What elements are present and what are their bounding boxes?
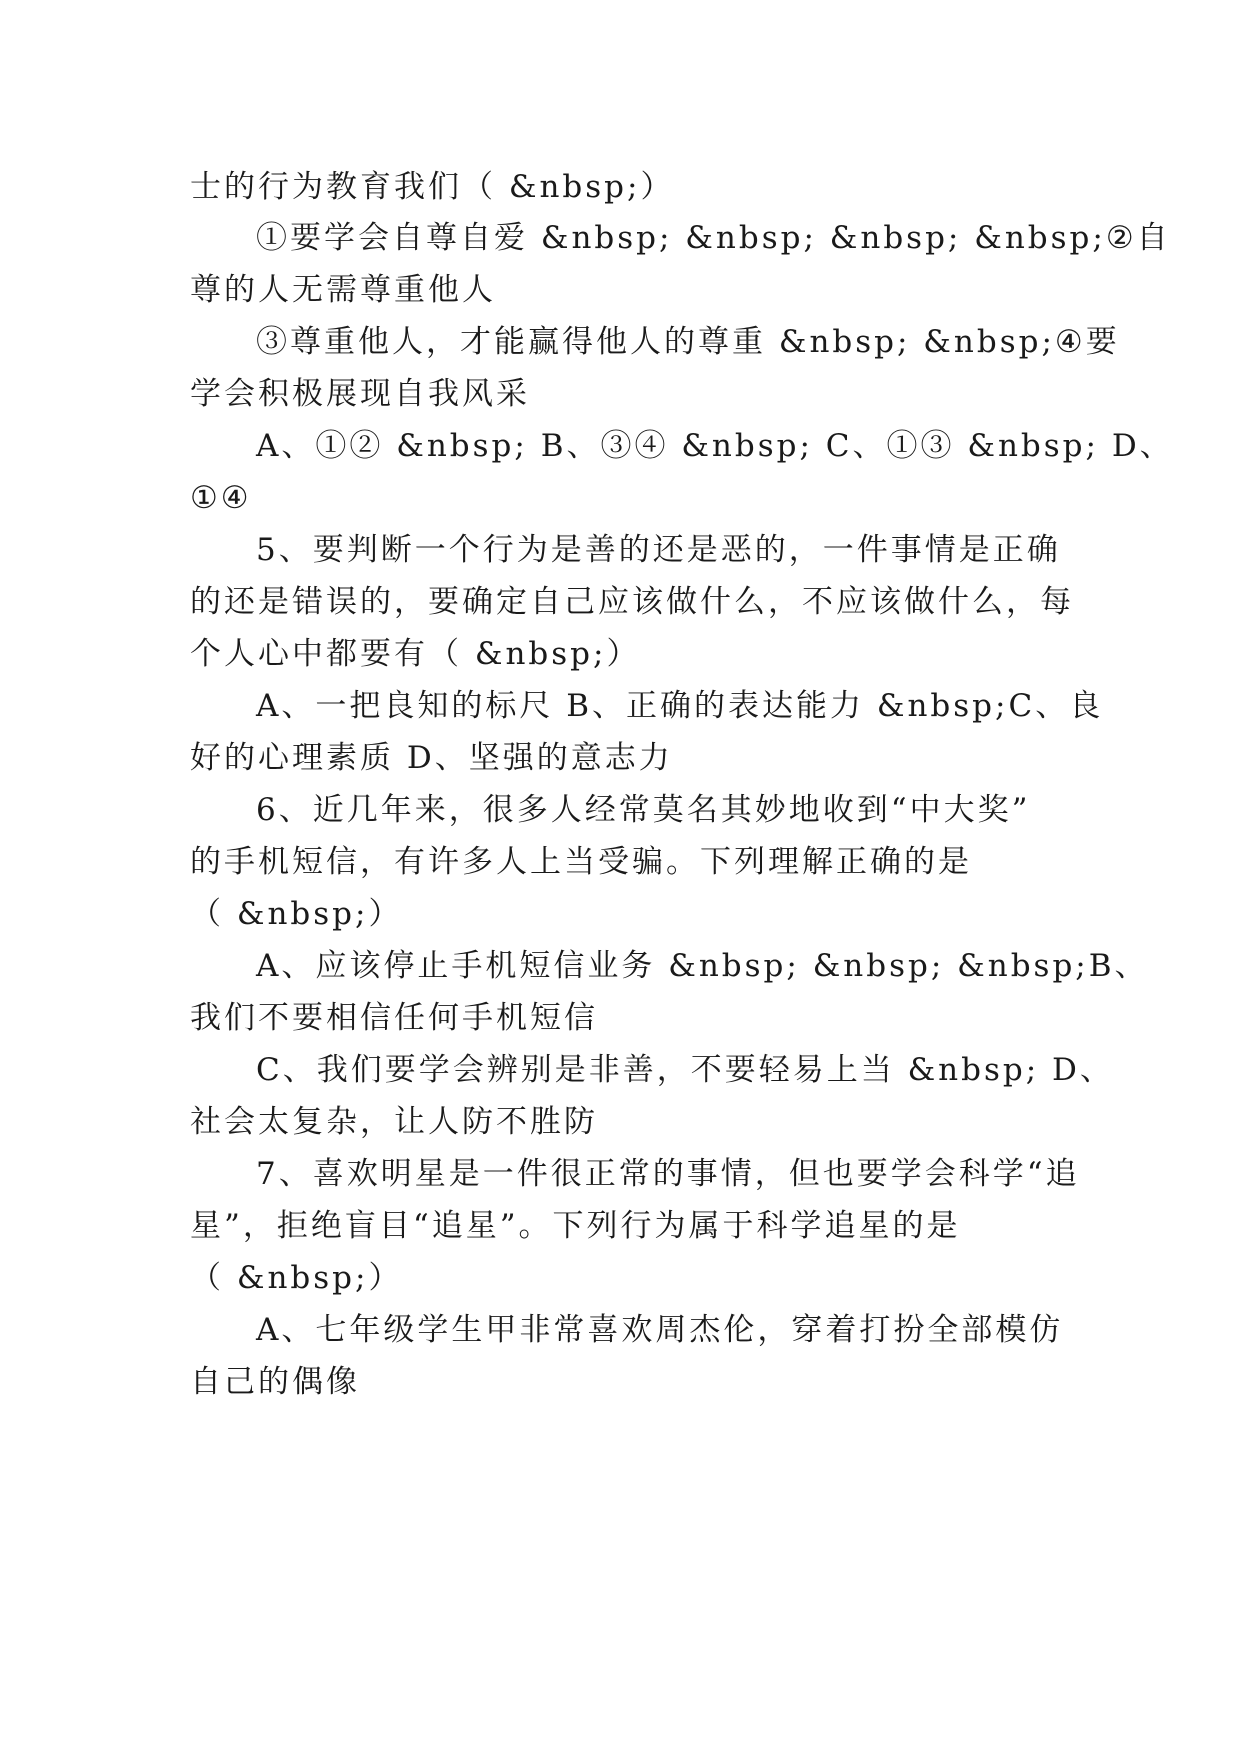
text-line: A、七年级学生甲非常喜欢周杰伦，穿着打扮全部模仿 — [256, 1312, 1064, 1348]
text-line: ③尊重他人，才能赢得他人的尊重 &nbsp; &nbsp;④要 — [256, 324, 1120, 360]
text-line: 5、要判断一个行为是善的还是恶的，一件事情是正确 — [256, 532, 1061, 568]
text-line: 的还是错误的，要确定自己应该做什么，不应该做什么，每 — [190, 584, 1074, 620]
text-line: 学会积极展现自我风采 — [190, 376, 530, 412]
text-line: A、①② &nbsp; B、③④ &nbsp; C、①③ &nbsp; D、 — [256, 428, 1174, 464]
text-line: ①要学会自尊自爱 &nbsp; &nbsp; &nbsp; &nbsp;②自 — [256, 220, 1171, 256]
text-line: （ &nbsp;） — [190, 1260, 403, 1296]
text-line: 尊的人无需尊重他人 — [190, 272, 496, 308]
text-line: ①④ — [190, 480, 252, 516]
text-line: 社会太复杂，让人防不胜防 — [190, 1104, 598, 1140]
text-line: A、应该停止手机短信业务 &nbsp; &nbsp; &nbsp;B、 — [256, 948, 1149, 984]
text-line: 我们不要相信任何手机短信 — [190, 1000, 598, 1036]
text-line: 个人心中都要有（ &nbsp;） — [190, 636, 641, 672]
text-line: （ &nbsp;） — [190, 896, 403, 932]
text-line: C、我们要学会辨别是非善，不要轻易上当 &nbsp; D、 — [256, 1052, 1114, 1088]
text-line: 的手机短信，有许多人上当受骗。下列理解正确的是 — [190, 844, 972, 880]
text-line: 士的行为教育我们（ &nbsp;） — [190, 169, 675, 205]
text-line: A、一把良知的标尺 B、正确的表达能力 &nbsp;C、良 — [256, 688, 1104, 724]
text-line: 好的心理素质 D、坚强的意志力 — [190, 740, 673, 776]
text-line: 6、近几年来，很多人经常莫名其妙地收到“中大奖” — [256, 792, 1031, 828]
text-line: 星”，拒绝盲目“追星”。下列行为属于科学追星的是 — [190, 1208, 961, 1244]
text-line: 7、喜欢明星是一件很正常的事情，但也要学会科学“追 — [256, 1156, 1080, 1192]
text-line: 自己的偶像 — [190, 1364, 360, 1400]
